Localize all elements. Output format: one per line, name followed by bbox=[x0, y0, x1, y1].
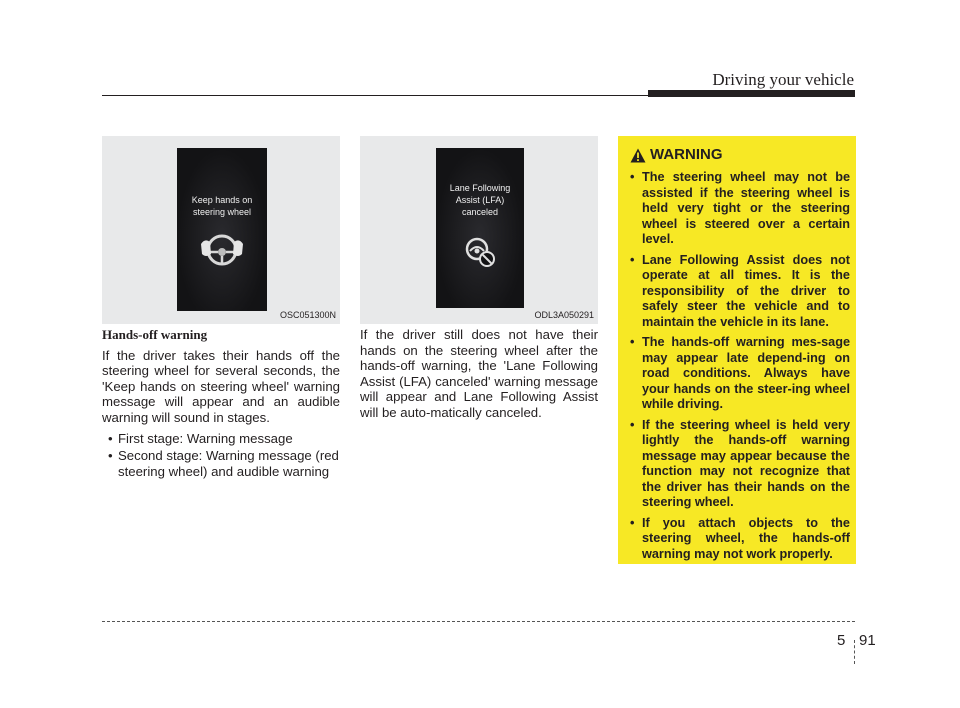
display-message bbox=[436, 182, 524, 218]
warning-item: • Lane Following Assist does not operate at all times. It is the responsibility of the driver to safely steer the vehicle and to maintain the vehicle in its lane. bbox=[626, 253, 850, 331]
section-heading: Hands-off warning bbox=[102, 327, 208, 342]
figure-code: ODL3A050291 bbox=[534, 310, 594, 320]
display-line: steering wheel bbox=[192, 207, 252, 217]
header-title: Driving your vehicle bbox=[712, 70, 854, 89]
section-paragraph: If the driver takes their hands off the steering wheel for several seconds, the 'Keep hands on steering wheel' warning message will appear and an audible warning will sound in stages. bbox=[102, 347, 340, 425]
warning-box bbox=[618, 136, 856, 564]
lfa-canceled-section bbox=[360, 327, 598, 421]
list-item: • First stage: Warning message bbox=[102, 431, 340, 447]
footer-rule bbox=[102, 621, 855, 622]
warning-item: • If you attach objects to the steering wheel, the hands-off warning may not work properly. bbox=[626, 516, 850, 563]
cluster-display bbox=[177, 148, 267, 311]
display-line: canceled bbox=[461, 207, 499, 217]
warning-item: • The steering wheel may not be assisted if the steering wheel is held very tight or the steering wheel is steered over a certain level. bbox=[626, 170, 850, 248]
display-line: Keep hands on bbox=[191, 195, 253, 205]
chapter-number: 5 bbox=[837, 632, 846, 649]
lfa-canceled-icon bbox=[462, 234, 498, 270]
hands-off-section bbox=[102, 327, 340, 481]
warning-list bbox=[626, 170, 850, 567]
display-line: Assist (LFA) bbox=[455, 195, 505, 205]
steering-wheel-hands-icon bbox=[199, 228, 245, 270]
page-number: 91 bbox=[859, 632, 876, 649]
warning-item: • If the steering wheel is held very lightly the hands-off warning message may appear because the function may not recognize that the driver has their hands on the steering wheel. bbox=[626, 418, 850, 511]
figure-lfa-canceled bbox=[360, 136, 598, 324]
cluster-display bbox=[436, 148, 524, 308]
display-message bbox=[177, 194, 267, 218]
figure-code: OSC051300N bbox=[279, 310, 336, 320]
warning-item: • The hands-off warning mes-sage may appear late depend-ing on road conditions. Always have your hands on the steer-ing wheel while driving. bbox=[626, 335, 850, 413]
display-line: Lane Following bbox=[449, 183, 511, 193]
header-rule bbox=[102, 95, 648, 96]
section-paragraph: If the driver still does not have their hands on the steering wheel after the hands-off warning, the 'Lane Following Assist (LFA) canceled' warning message will appear and Lane Following Assist will be auto-matically canceled. bbox=[360, 327, 598, 420]
header-bar bbox=[648, 90, 855, 97]
warning-triangle-icon bbox=[630, 148, 646, 163]
stage-list bbox=[102, 431, 340, 480]
warning-title: WARNING bbox=[650, 146, 723, 163]
footer-divider bbox=[854, 640, 855, 664]
figure-hands-off-warning bbox=[102, 136, 340, 324]
list-item: • Second stage: Warning message (red steering wheel) and audible warning bbox=[102, 448, 340, 479]
